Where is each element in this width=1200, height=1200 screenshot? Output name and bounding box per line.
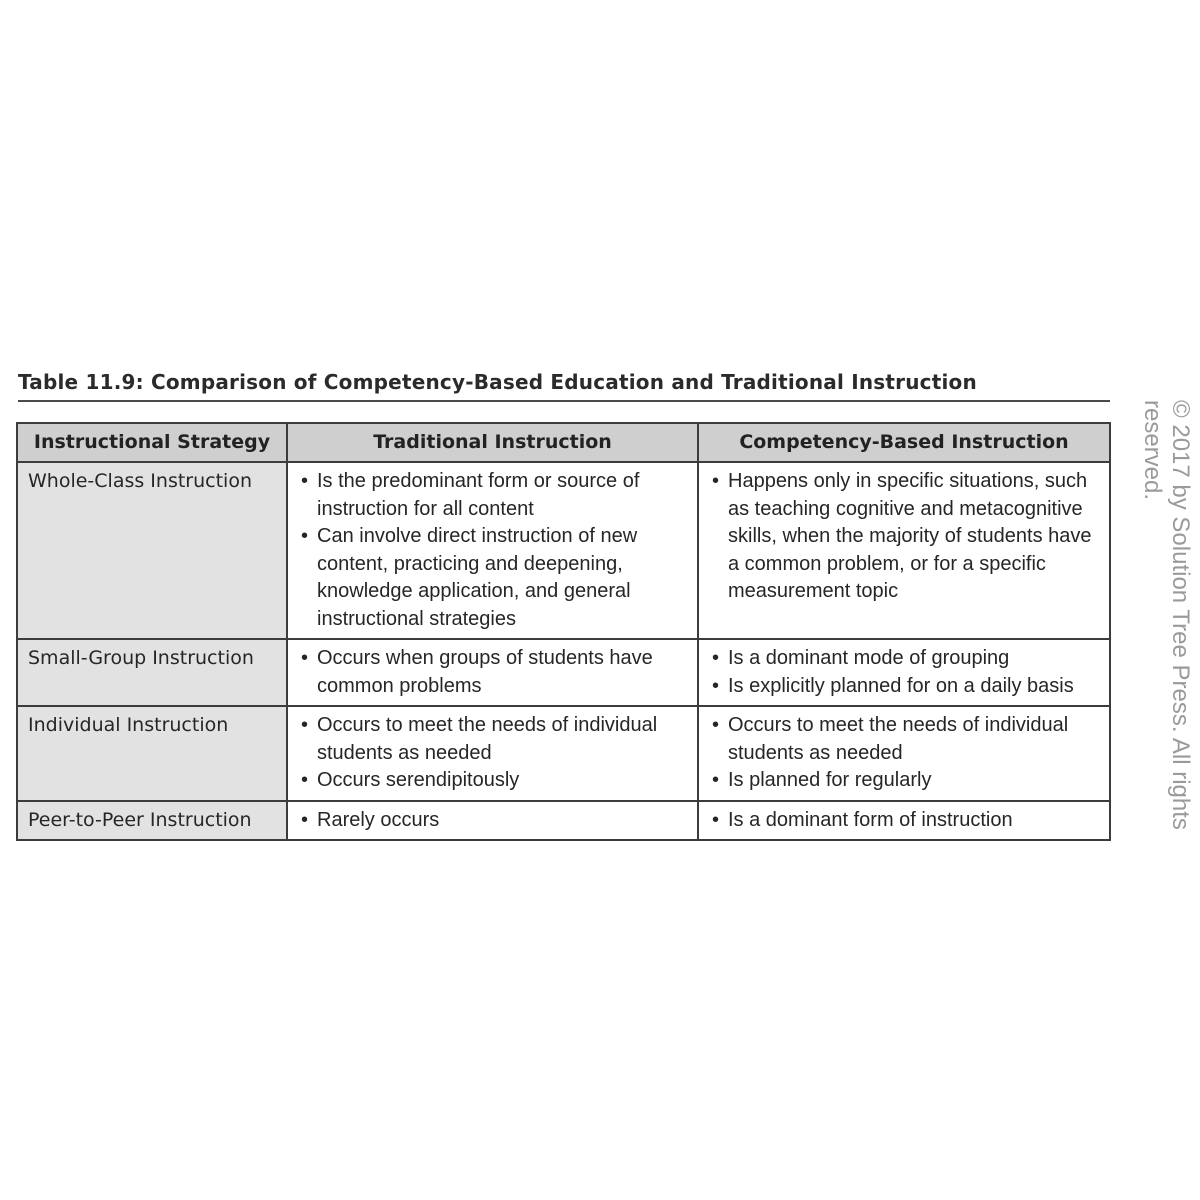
bullet-icon: • [301,769,309,791]
row-competency-cell [698,706,1110,801]
table-row [17,706,1110,801]
bullet-icon: • [301,470,309,492]
table-row [17,639,1110,706]
bullet-item: • Occurs to meet the needs of individual students as needed [712,714,1069,764]
bullet-item: • Is a dominant form of instruction [711,807,1101,835]
bullet-icon: • [712,674,720,697]
header-instructional-strategy: Instructional Strategy [17,423,287,462]
bullet-item: • Is explicitly planned for on a daily basis [711,673,1101,701]
table-row [17,801,1110,841]
row-strategy-peer-to-peer: Peer-to-Peer Instruction [17,801,287,841]
bullet-icon: • [712,808,720,831]
bullet-icon: • [301,647,309,669]
bullet-item: • Is a dominant mode of grouping [711,645,1101,673]
table-caption: Table 11.9: Comparison of Competency-Based Education and Traditional Instruction [18,370,1110,402]
bullet-item: • Can involve direct instruction of new content, practicing and deepening, knowledge application, and general instructional strategies [301,525,638,630]
row-traditional-cell [287,801,698,841]
row-traditional-cell [287,639,698,706]
bullet-item: • Is the predominant form or source of instruction for all content [301,470,640,520]
bullet-item: • Occurs when groups of students have common problems [301,647,653,697]
bullet-icon: • [712,647,720,669]
row-traditional-cell [287,462,698,639]
row-competency-cell [698,462,1110,639]
bullet-icon: • [301,714,309,736]
table-row [17,462,1110,639]
row-strategy-whole-class: Whole-Class Instruction [17,462,287,639]
header-traditional-instruction: Traditional Instruction [287,423,698,462]
bullet-item: • Rarely occurs [300,807,689,835]
bullet-item: • Occurs serendipitously [300,767,689,795]
copyright-watermark: © 2017 by Solution Tree Press. All rights reserved. [1139,400,1194,830]
comparison-table [16,422,1111,841]
bullet-item: • Happens only in specific situations, such as teaching cognitive and metacognitive skills, when the majority of students have a common problem, or for a specific measurement topic [712,470,1092,602]
bullet-item: • Is planned for regularly [711,767,1101,795]
bullet-item: • Occurs to meet the needs of individual students as needed [301,714,658,764]
bullet-icon: • [301,525,309,547]
header-row [17,423,1110,462]
row-competency-cell [698,801,1110,841]
bullet-icon: • [712,714,720,736]
row-strategy-individual: Individual Instruction [17,706,287,801]
bullet-icon: • [712,769,720,791]
row-traditional-cell [287,706,698,801]
bullet-icon: • [301,808,309,831]
bullet-icon: • [712,470,720,492]
header-competency-based-instruction: Competency-Based Instruction [698,423,1110,462]
row-competency-cell [698,639,1110,706]
row-strategy-small-group: Small-Group Instruction [17,639,287,706]
